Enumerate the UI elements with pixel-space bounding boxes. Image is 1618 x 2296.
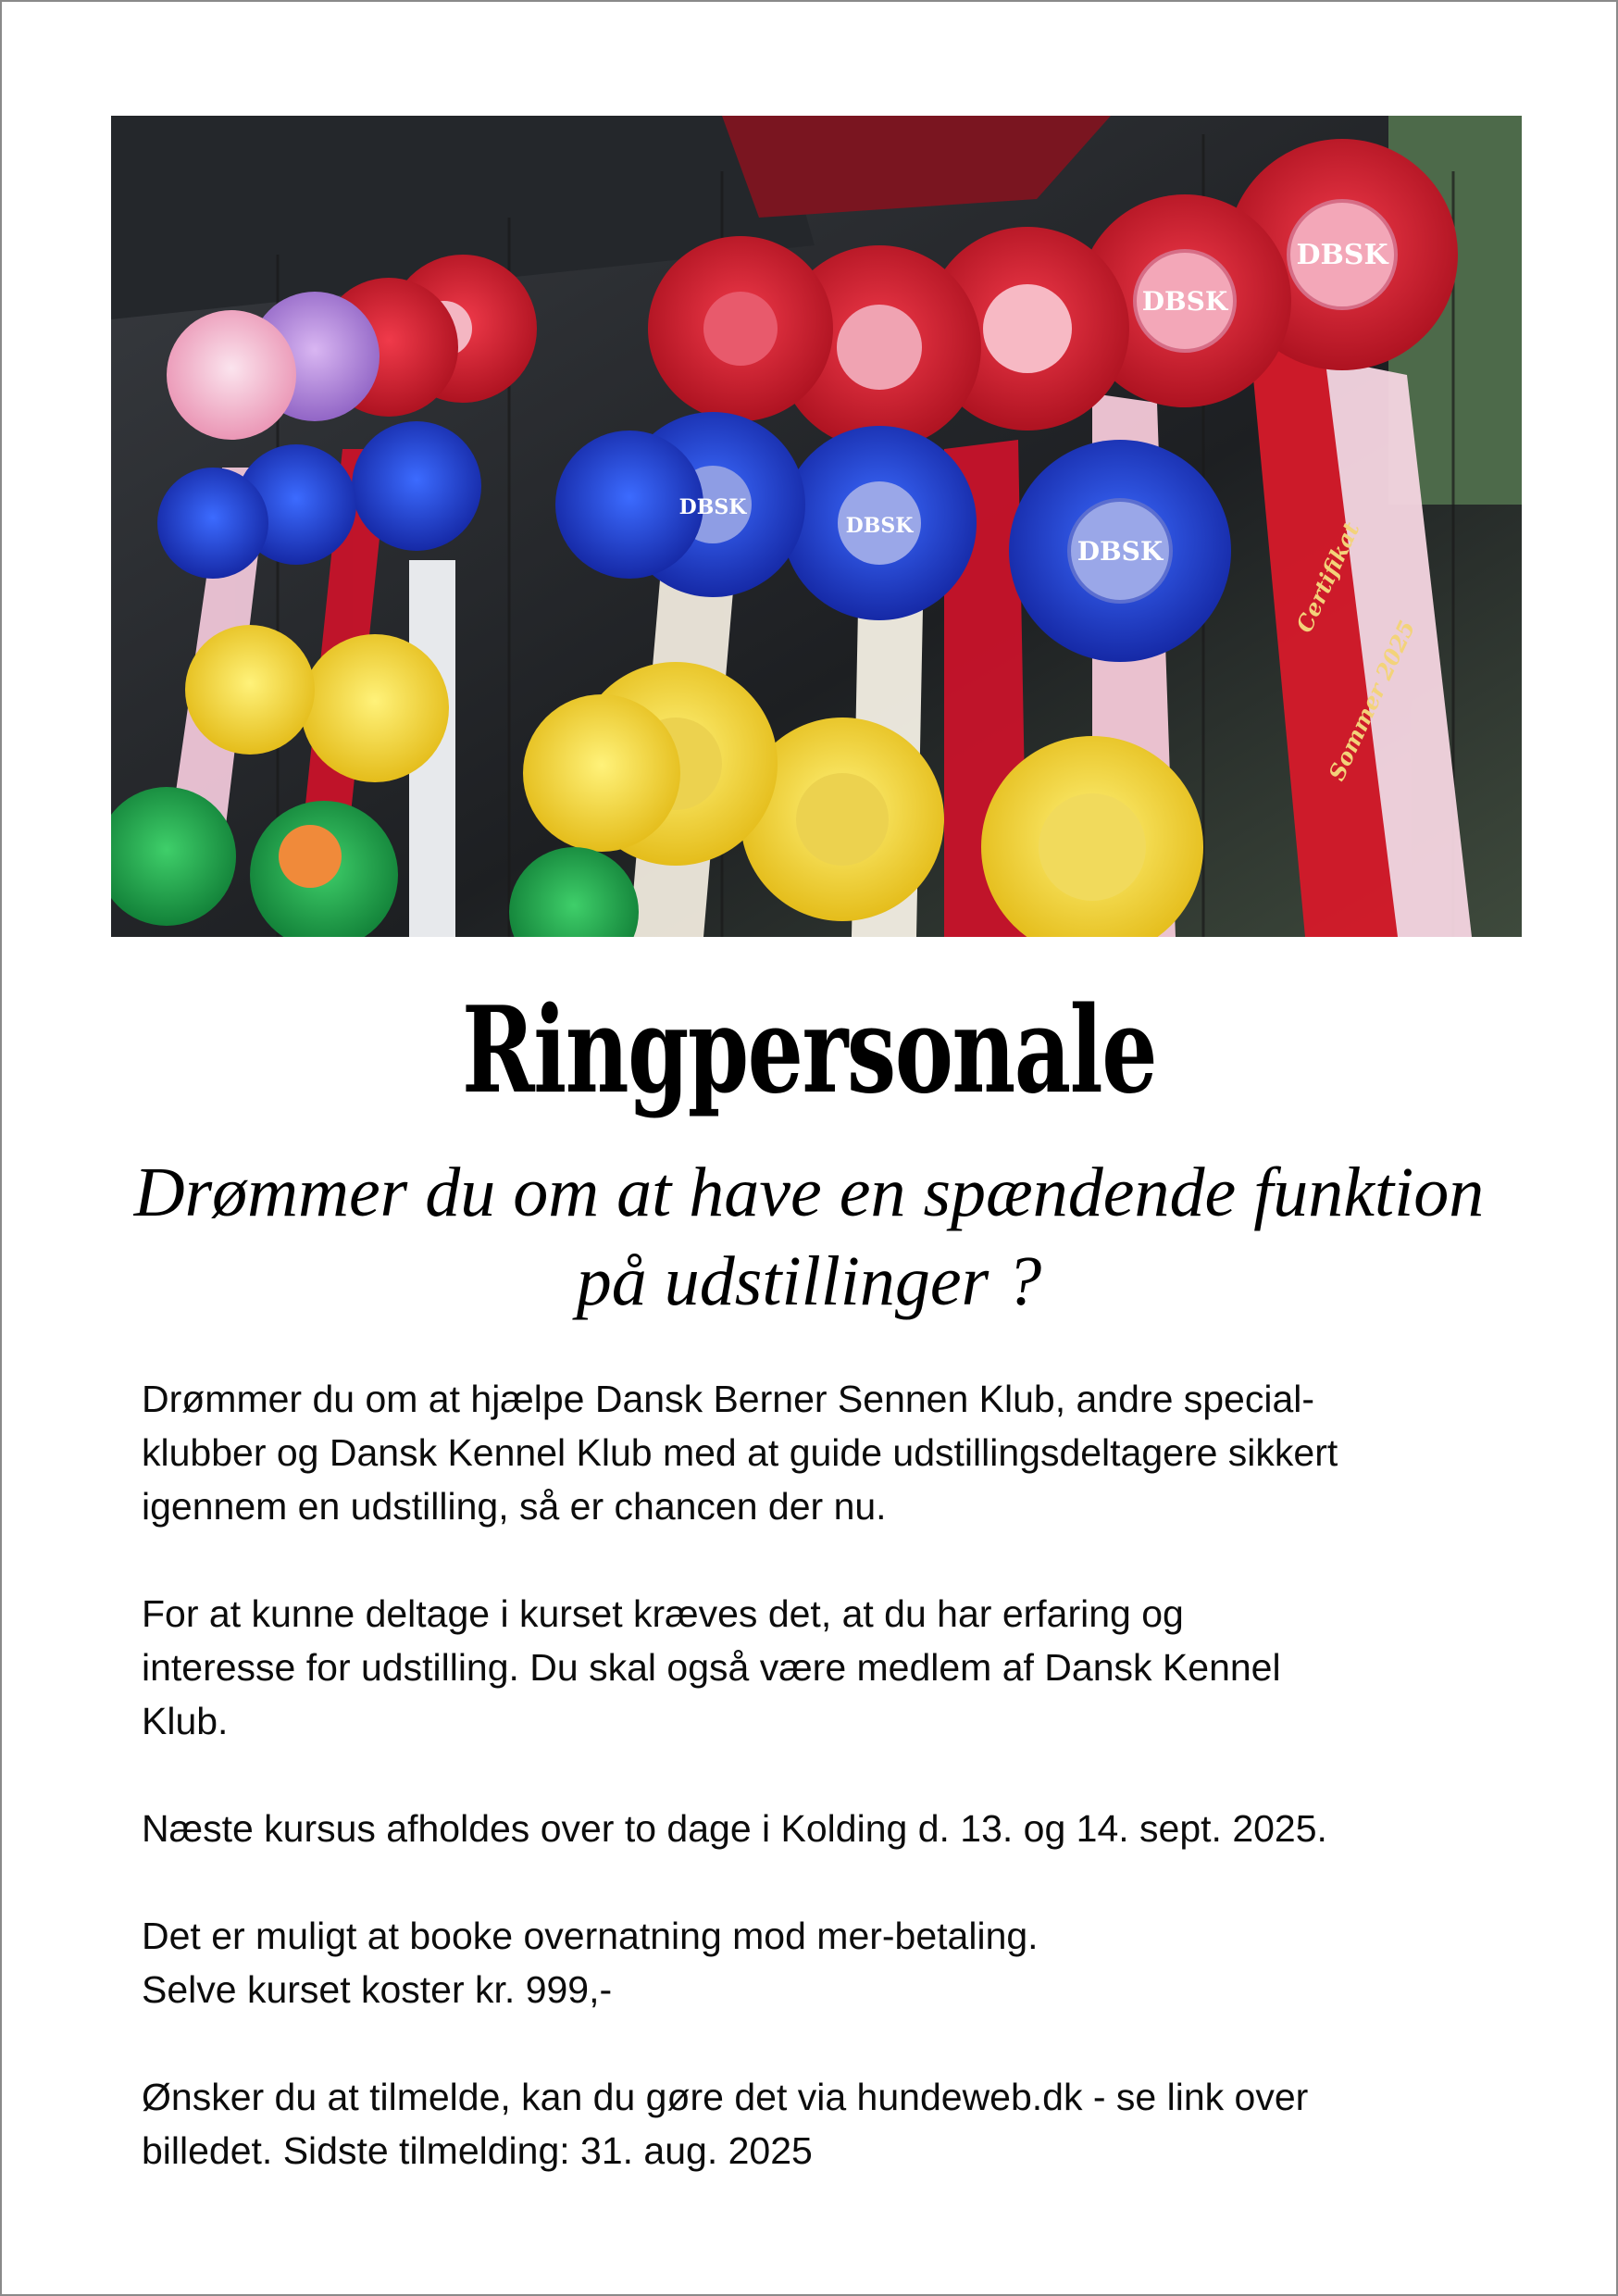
text-line: For at kunne deltage i kurset kræves det, at du har erfaring og xyxy=(142,1592,1184,1635)
text-line: klubber og Dansk Kennel Klub med at guide udstillingsdeltagere sikkert xyxy=(142,1431,1338,1474)
subtitle-line: på udstillinger ? xyxy=(576,1242,1042,1320)
ribbon-text: Sommer 2025 xyxy=(1323,616,1421,785)
text-line: Næste kursus afholdes over to dage i Kolding d. 13. og 14. sept. 2025. xyxy=(142,1807,1327,1850)
text-line: Det er muligt at booke overnatning mod mer-betaling. xyxy=(142,1915,1039,1957)
paragraph-intro xyxy=(142,1372,1502,1533)
paragraph-signup xyxy=(142,2070,1502,2177)
rosettes-photo xyxy=(111,116,1522,937)
badge-label: DBSK xyxy=(1141,286,1228,317)
text-line: igennem en udstilling, så er chancen der nu. xyxy=(142,1485,887,1528)
text-line: billedet. Sidste tilmelding: 31. aug. 2025 xyxy=(142,2129,813,2172)
text-line: Selve kurset koster kr. 999,- xyxy=(142,1968,613,2011)
badge-label: DBSK xyxy=(1077,536,1164,567)
rosettes-illustration xyxy=(111,116,1522,937)
page-title: Ringpersonale xyxy=(462,981,1156,1120)
badge-label: DBSK xyxy=(1296,239,1388,271)
paragraph-course-dates xyxy=(142,1802,1502,1855)
body-text xyxy=(142,1372,1502,2231)
subtitle xyxy=(2,1148,1616,1326)
subtitle-line: Drømmer du om at have en spændende funktion xyxy=(133,1154,1485,1231)
badge-label: DBSK xyxy=(845,514,914,538)
paragraph-price xyxy=(142,1909,1502,2016)
text-line: Ønsker du at tilmelde, kan du gøre det via hundeweb.dk - se link over xyxy=(142,2076,1309,2118)
text-line: interesse for udstilling. Du skal også være medlem af Dansk Kennel xyxy=(142,1646,1281,1689)
badge-label: DBSK xyxy=(678,495,747,519)
text-line: Klub. xyxy=(142,1700,229,1742)
paragraph-requirements xyxy=(142,1587,1502,1748)
text-line: Drømmer du om at hjælpe Dansk Berner Sennen Klub, andre special- xyxy=(142,1378,1315,1420)
ribbon-text: Certifikat xyxy=(1290,518,1365,637)
